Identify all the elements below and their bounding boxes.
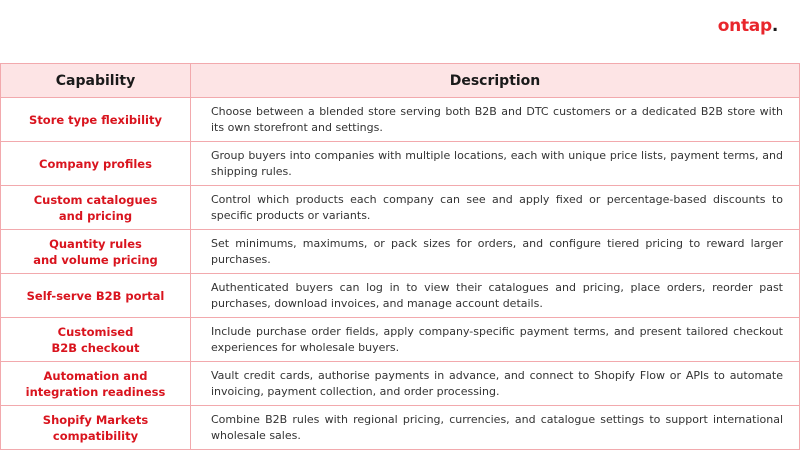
description-cell: Choose between a blended store serving both B2B and DTC customers or a dedicated B2B store with its own storefront and settings. bbox=[191, 98, 800, 142]
capability-cell: Store type flexibility bbox=[1, 98, 191, 142]
description-cell: Authenticated buyers can log in to view their catalogues and pricing, place orders, reorder past purchases, download invoices, and manage account details. bbox=[191, 274, 800, 318]
description-cell: Vault credit cards, authorise payments in advance, and connect to Shopify Flow or APIs to automate invoicing, payment collection, and order processing. bbox=[191, 362, 800, 406]
header-capability: Capability bbox=[1, 64, 191, 98]
ontap-logo bbox=[718, 16, 778, 36]
table-row bbox=[1, 318, 800, 362]
header-description: Description bbox=[191, 64, 800, 98]
table-header-row bbox=[1, 64, 800, 98]
table-row bbox=[1, 362, 800, 406]
table-row bbox=[1, 186, 800, 230]
capability-cell: Shopify Markets compatibility bbox=[1, 406, 191, 450]
capability-cell: Custom catalogues and pricing bbox=[1, 186, 191, 230]
capability-cell: Company profiles bbox=[1, 142, 191, 186]
capability-cell: Automation and integration readiness bbox=[1, 362, 191, 406]
logo-wordmark: ontap bbox=[717, 16, 772, 36]
table-row bbox=[1, 406, 800, 450]
capability-cell: Quantity rules and volume pricing bbox=[1, 230, 191, 274]
capability-cell: Customised B2B checkout bbox=[1, 318, 191, 362]
description-cell: Control which products each company can see and apply fixed or percentage-based discounts to specific products or variants. bbox=[191, 186, 800, 230]
description-cell: Include purchase order fields, apply company-specific payment terms, and present tailored checkout experiences for wholesale buyers. bbox=[191, 318, 800, 362]
description-cell: Set minimums, maximums, or pack sizes for orders, and configure tiered pricing to reward larger purchases. bbox=[191, 230, 800, 274]
logo-dot: . bbox=[771, 16, 778, 36]
table-row bbox=[1, 230, 800, 274]
table-row bbox=[1, 98, 800, 142]
description-cell: Group buyers into companies with multiple locations, each with unique price lists, payment terms, and shipping rules. bbox=[191, 142, 800, 186]
table-row bbox=[1, 274, 800, 318]
table-row bbox=[1, 142, 800, 186]
description-cell: Combine B2B rules with regional pricing, currencies, and catalogue settings to support international wholesale sales. bbox=[191, 406, 800, 450]
capability-cell: Self-serve B2B portal bbox=[1, 274, 191, 318]
capabilities-table bbox=[0, 63, 800, 450]
